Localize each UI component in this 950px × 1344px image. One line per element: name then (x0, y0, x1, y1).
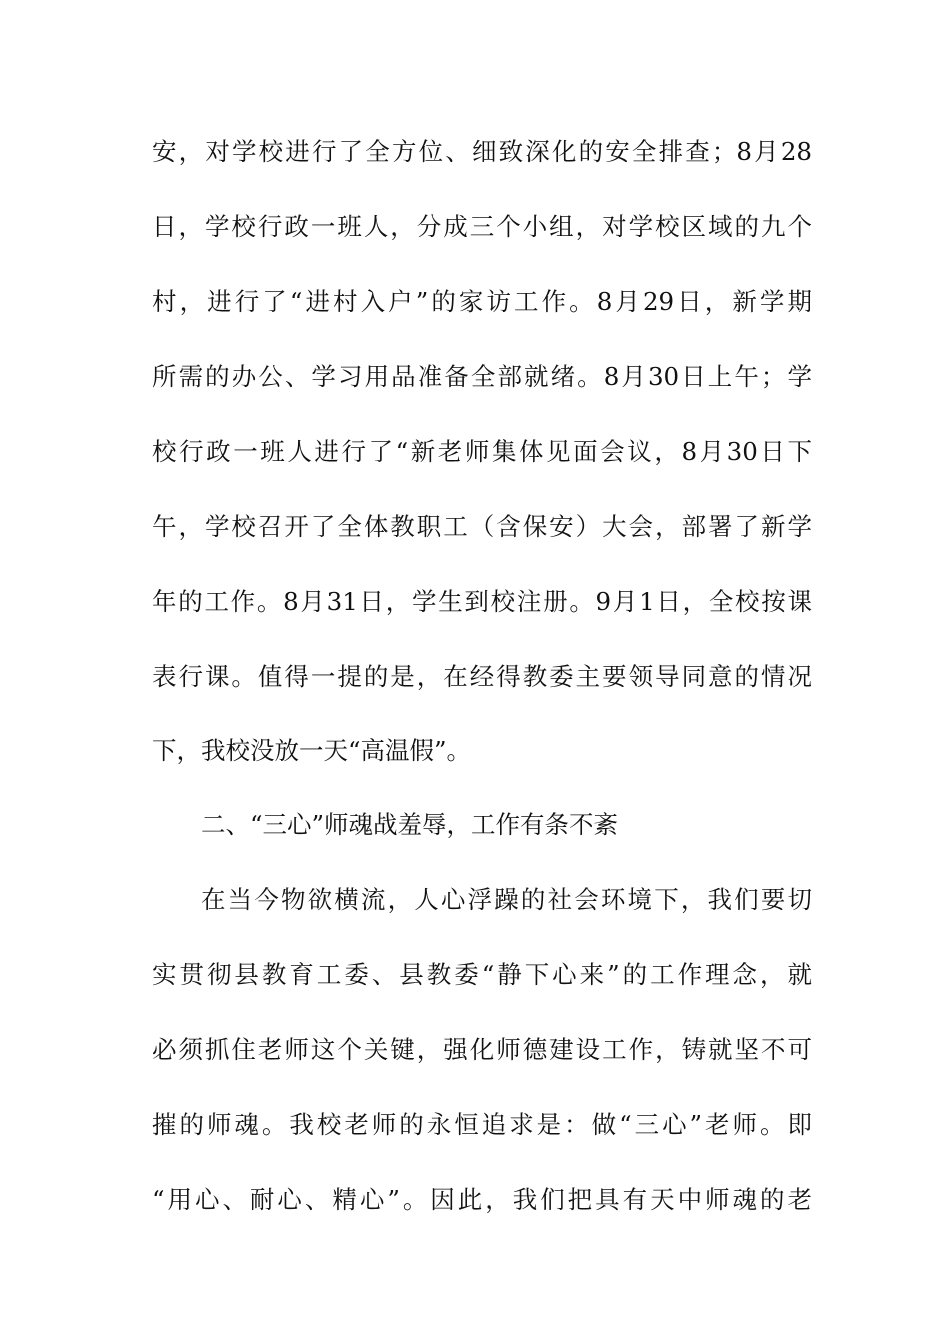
text-line: 日，学校行政一班人，分成三个小组，对学校区域的九个 (152, 212, 812, 241)
text-line: “用心、耐心、精心”。因此，我们把具有天中师魂的老 (152, 1185, 812, 1214)
text-line: 校行政一班人进行了“新老师集体见面会议，8月30日下 (152, 437, 812, 466)
text-line: 实贯彻县教育工委、县教委“静下心来”的工作理念，就 (152, 960, 812, 989)
text-line: 在当今物欲横流，人心浮躁的社会环境下，我们要切 (201, 885, 812, 914)
text-line: 村，进行了“进村入户”的家访工作。8月29日，新学期 (152, 287, 812, 316)
text-line: 所需的办公、学习用品准备全部就绪。8月30日上午；学 (152, 362, 812, 391)
text-line: 午，学校召开了全体教职工（含保安）大会，部署了新学 (152, 512, 812, 541)
text-line: 摧的师魂。我校老师的永恒追求是：做“三心”老师。即 (152, 1110, 812, 1139)
text-line: 安，对学校进行了全方位、细致深化的安全排查；8月28 (152, 137, 812, 166)
section-heading: 二、“三心”师魂战羞辱，工作有条不紊 (201, 810, 619, 839)
text-line: 年的工作。8月31日，学生到校注册。9月1日，全校按课 (152, 587, 812, 616)
text-line: 表行课。值得一提的是，在经得教委主要领导同意的情况 (152, 662, 812, 691)
text-line: 必须抓住老师这个关键，强化师德建设工作，铸就坚不可 (152, 1035, 812, 1064)
text-line: 下，我校没放一天“高温假”。 (152, 736, 472, 765)
